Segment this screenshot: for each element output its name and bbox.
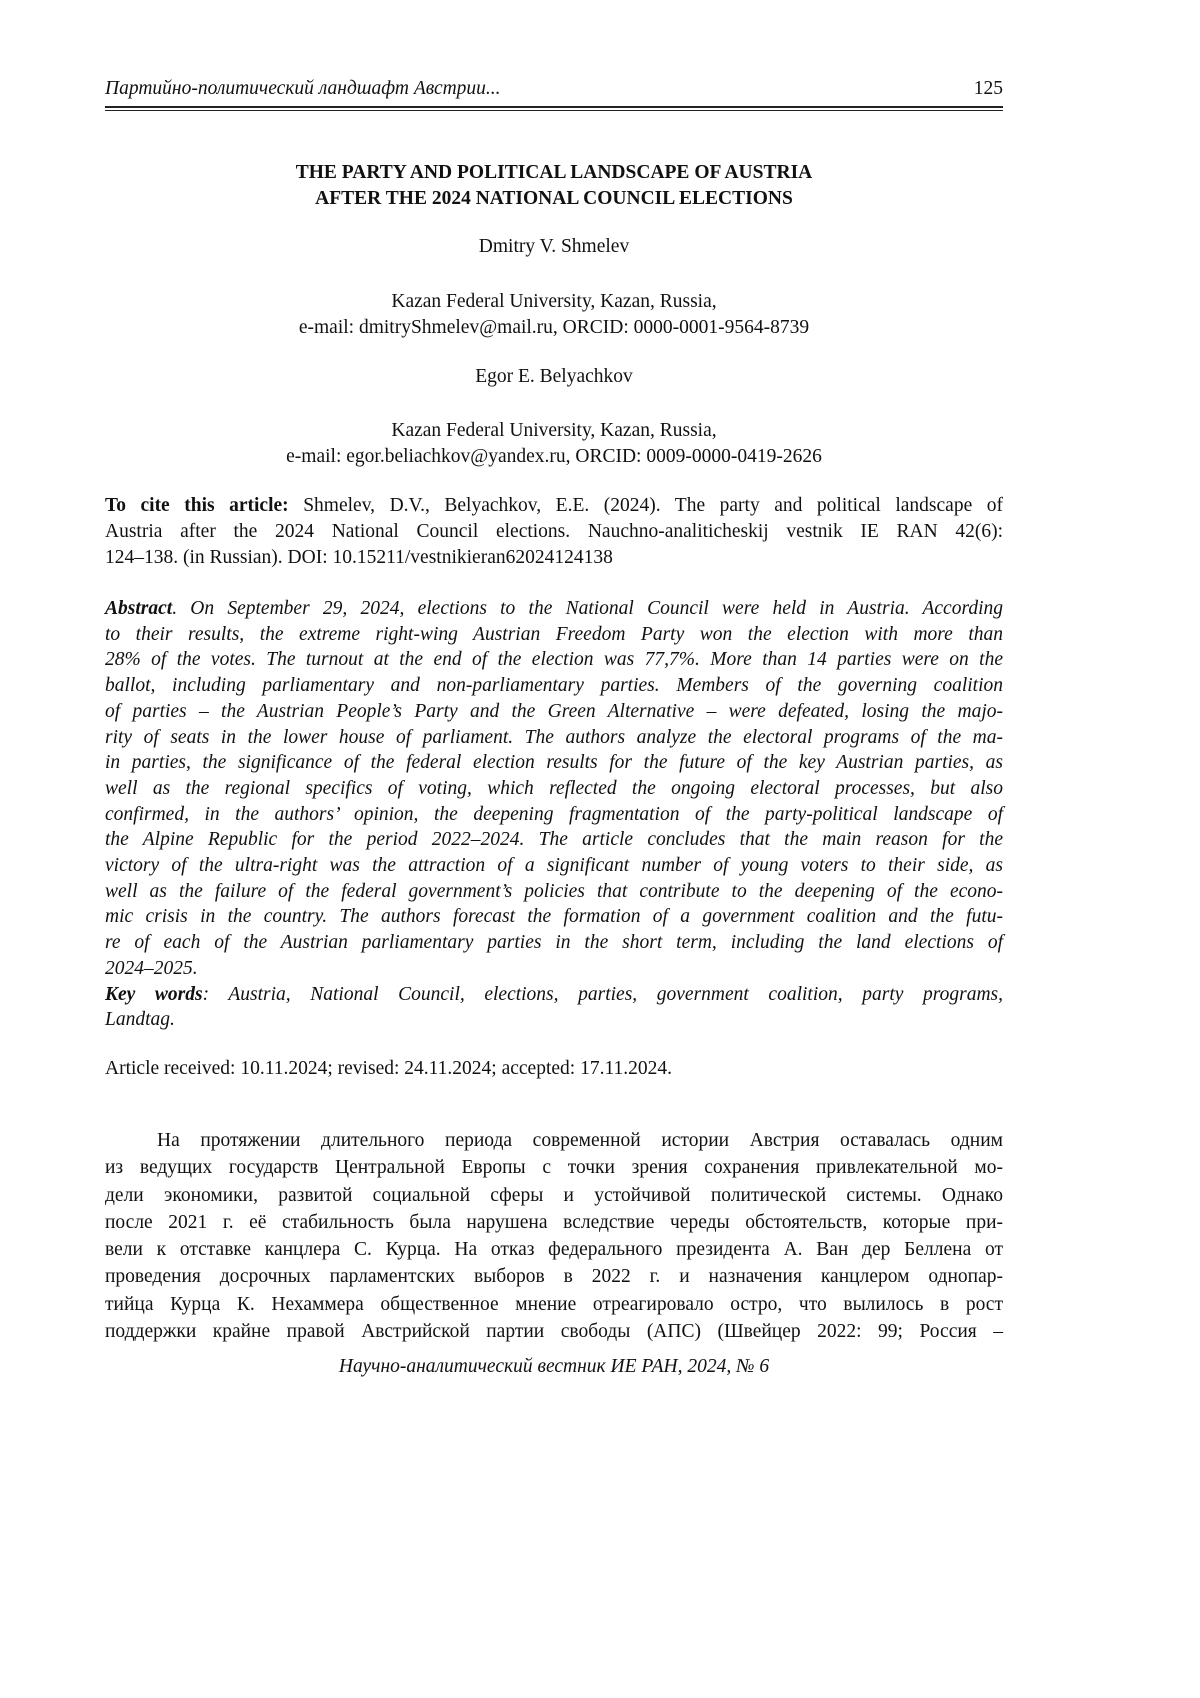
- affiliation-text: Kazan Federal University, Kazan, Russia,: [391, 291, 717, 312]
- body-line: тийца Курца К. Нехаммера общественное мнение отреагировало остро, что вылилось в рост: [105, 1293, 1003, 1315]
- abstract-line: . On September 29, 2024, elections to the National Council were held in Austria. According: [172, 598, 1003, 619]
- affiliation-text: Kazan Federal University, Kazan, Russia,: [391, 420, 717, 441]
- citation-label: To cite this article:: [105, 495, 289, 516]
- abstract-line: well as the regional specifics of voting, which reflected the ongoing electoral processes, but also: [105, 777, 1003, 799]
- abstract: [105, 596, 1003, 1033]
- citation-line: Shmelev, D.V., Belyachkov, E.E. (2024). The party and political landscape of: [288, 495, 1004, 516]
- article-title: [105, 160, 1003, 211]
- keywords-line: : Austria, National Council, elections, parties, government coalition, party programs,: [202, 983, 1003, 1005]
- body-line: из ведущих государств Центральной Европы с точки зрения сохранения привлекательной мо-: [105, 1157, 1003, 1179]
- body-line: вели к отставке канцлера С. Курца. На отказ федерального президента А. Ван дер Беллена от: [105, 1239, 1003, 1261]
- abstract-line: to their results, the extreme right-wing Austrian Freedom Party won the election with more than: [105, 623, 1003, 645]
- abstract-line: of parties – the Austrian People’s Party and the Green Alternative – were defeated, losing the majo-: [105, 700, 1003, 722]
- abstract-line: rity of seats in the lower house of parliament. The authors analyze the electoral programs of the ma-: [105, 726, 1003, 748]
- body-line: после 2021 г. её стабильность была нарушена вследствие череды обстоятельств, которые при-: [105, 1211, 1003, 1233]
- abstract-line: victory of the ultra-right was the attraction of a significant number of young voters to their side, as: [105, 855, 1003, 877]
- abstract-line: well as the failure of the federal government’s policies that contribute to the deepening of the econo-: [105, 880, 1003, 902]
- journal-footer: Научно-аналитический вестник ИЕ РАН, 2024, № 6: [338, 1356, 770, 1377]
- author-affiliation: [105, 418, 1003, 469]
- body-text: [105, 1127, 1003, 1345]
- title-line: THE PARTY AND POLITICAL LANDSCAPE OF AUSTRIA: [295, 162, 813, 183]
- author-name: Dmitry V. Shmelev: [478, 236, 630, 257]
- keywords-line: Landtag.: [105, 1009, 175, 1031]
- body-line: проведения досрочных парламентских выборов в 2022 г. и назначения канцлером однопар-: [105, 1266, 1003, 1288]
- author-name: Egor E. Belyachkov: [475, 366, 633, 387]
- header-rule: [105, 106, 1003, 108]
- header-rule-thin: [105, 110, 1003, 111]
- running-header: [105, 78, 1003, 102]
- abstract-line: the Alpine Republic for the period 2022–2024. The article concludes that the main reason for the: [105, 829, 1003, 851]
- citation: [105, 493, 1003, 570]
- title-line: AFTER THE 2024 NATIONAL COUNCIL ELECTIONS: [315, 187, 793, 209]
- abstract-line: confirmed, in the authors’ opinion, the deepening fragmentation of the party-political landscape of: [105, 803, 1003, 825]
- contact-text: e-mail: egor.beliachkov@yandex.ru, ORCID: 0009-0000-0419-2626: [286, 445, 822, 467]
- abstract-line: 2024–2025.: [105, 957, 198, 979]
- abstract-line: re of each of the Austrian parliamentary parties in the short term, including the land elections of: [105, 932, 1003, 954]
- article-dates: Article received: 10.11.2024; revised: 24.11.2024; accepted: 17.11.2024.: [105, 1058, 672, 1079]
- running-title: Партийно-политический ландшафт Австрии...: [105, 78, 501, 99]
- page-number: 125: [973, 78, 1003, 99]
- keywords-label: Key words: [105, 983, 203, 1005]
- body-line: На протяжении длительного периода современной истории Австрия оставалась одним: [157, 1130, 1003, 1151]
- author-affiliation: [105, 289, 1003, 340]
- citation-line: 124–138. (in Russian). DOI: 10.15211/vestnikieran62024124138: [105, 546, 613, 568]
- abstract-line: ballot, including parliamentary and non-parliamentary parties. Members of the governing coalition: [105, 675, 1003, 697]
- body-line: поддержки крайне правой Австрийской партии свободы (АПС) (Швейцер 2022: 99; Россия –: [105, 1321, 1003, 1343]
- abstract-line: 28% of the votes. The turnout at the end of the election was 77,7%. More than 14 parties were on the: [105, 649, 1003, 671]
- abstract-line: mic crisis in the country. The authors forecast the formation of a government coalition and the futu-: [105, 906, 1003, 928]
- abstract-label: Abstract: [105, 598, 173, 619]
- body-line: дели экономики, развитой социальной сферы и устойчивой политической системы. Однако: [105, 1184, 1003, 1206]
- citation-line: Austria after the 2024 National Council elections. Nauchno-analiticheskij vestnik IE RAN 42(6):: [105, 520, 1003, 542]
- abstract-line: in parties, the significance of the federal election results for the future of the key Austrian parties, as: [105, 752, 1003, 774]
- contact-text: e-mail: dmitryShmelev@mail.ru, ORCID: 0000-0001-9564-8739: [298, 316, 810, 338]
